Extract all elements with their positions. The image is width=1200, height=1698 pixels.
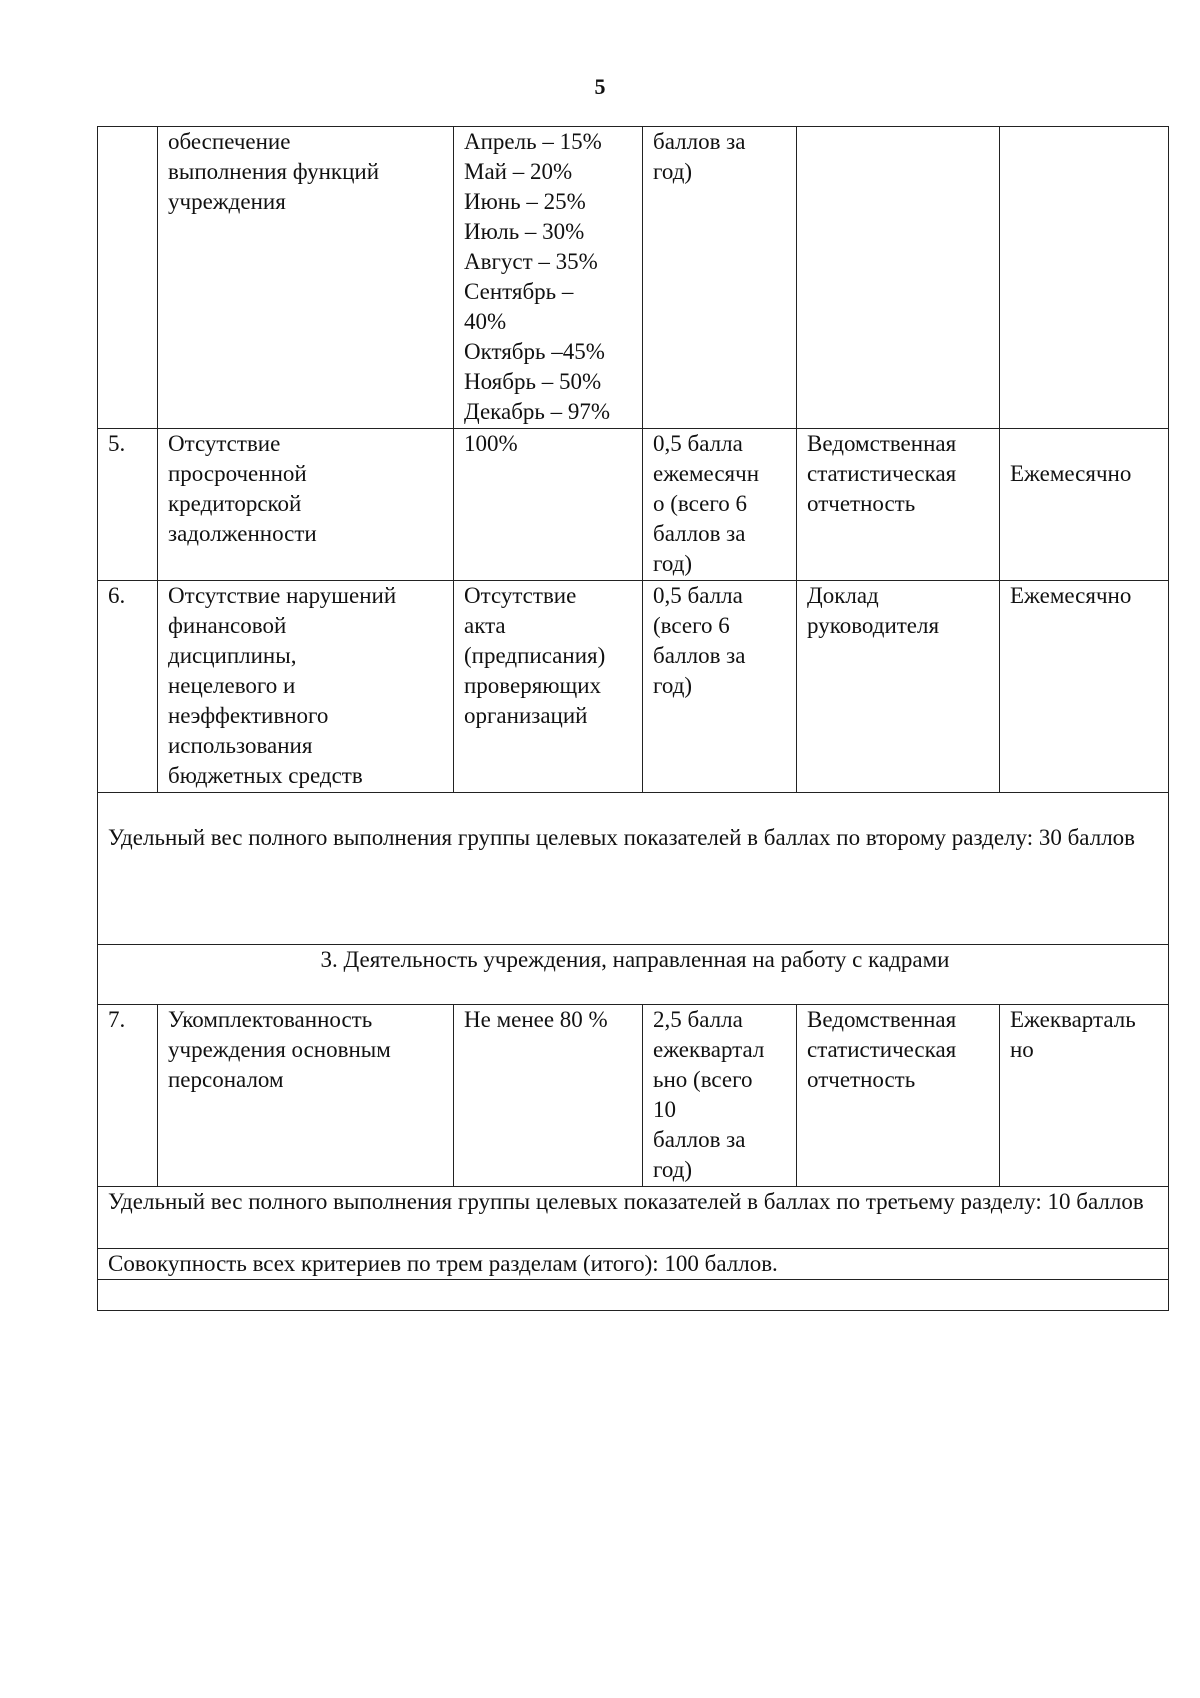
target-cell: Не менее 80 % [454, 1005, 643, 1187]
frequency-cell: Ежемесячно [1000, 581, 1169, 793]
row-number [98, 127, 158, 429]
frequency-cell: Ежекварталь но [1000, 1005, 1169, 1187]
table-row [98, 429, 1169, 581]
total-row [98, 1249, 1169, 1280]
criterion-cell: Отсутствие нарушений финансовой дисциплины, нецелевого и неэффективного использования бюджетных средств [158, 581, 454, 793]
table-row [98, 581, 1169, 793]
frequency-cell [1000, 127, 1169, 429]
criteria-table [97, 126, 1169, 1311]
table-row [98, 1005, 1169, 1187]
section3-summary: Удельный вес полного выполнения группы целевых показателей в баллах по третьему разделу: 10 баллов [98, 1187, 1169, 1249]
empty-cell [98, 1280, 1169, 1311]
empty-row [98, 1280, 1169, 1311]
total-text: Совокупность всех критериев по трем разделам (итого): 100 баллов. [98, 1249, 1169, 1280]
section2-summary: Удельный вес полного выполнения группы целевых показателей в баллах по второму разделу: 30 баллов [98, 793, 1169, 945]
row-number: 5. [98, 429, 158, 581]
points-cell: баллов за год) [643, 127, 797, 429]
source-cell [797, 127, 1000, 429]
summary-row [98, 793, 1169, 945]
table-row [98, 127, 1169, 429]
criterion-cell: Отсутствие просроченной кредиторской задолженности [158, 429, 454, 581]
section-heading-row [98, 945, 1169, 1005]
points-cell: 2,5 балла ежеквартал ьно (всего 10 баллов за год) [643, 1005, 797, 1187]
points-cell: 0,5 балла ежемесячн о (всего 6 баллов за год) [643, 429, 797, 581]
target-cell: Апрель – 15% Май – 20% Июнь – 25% Июль – 30% Август – 35% Сентябрь – 40% Октябрь –45% Ноябрь – 50% Декабрь – 97% [454, 127, 643, 429]
row-number: 6. [98, 581, 158, 793]
source-cell: Ведомственная статистическая отчетность [797, 429, 1000, 581]
page-number: 5 [594, 74, 606, 99]
summary-row [98, 1187, 1169, 1249]
source-cell: Ведомственная статистическая отчетность [797, 1005, 1000, 1187]
target-cell: Отсутствие акта (предписания) проверяющих организаций [454, 581, 643, 793]
frequency-cell: Ежемесячно [1000, 429, 1169, 581]
points-cell: 0,5 балла (всего 6 баллов за год) [643, 581, 797, 793]
criterion-cell: обеспечение выполнения функций учреждения [158, 127, 454, 429]
section3-heading: 3. Деятельность учреждения, направленная на работу с кадрами [98, 945, 1169, 1005]
row-number: 7. [98, 1005, 158, 1187]
target-cell: 100% [454, 429, 643, 581]
source-cell: Доклад руководителя [797, 581, 1000, 793]
criterion-cell: Укомплектованность учреждения основным персоналом [158, 1005, 454, 1187]
